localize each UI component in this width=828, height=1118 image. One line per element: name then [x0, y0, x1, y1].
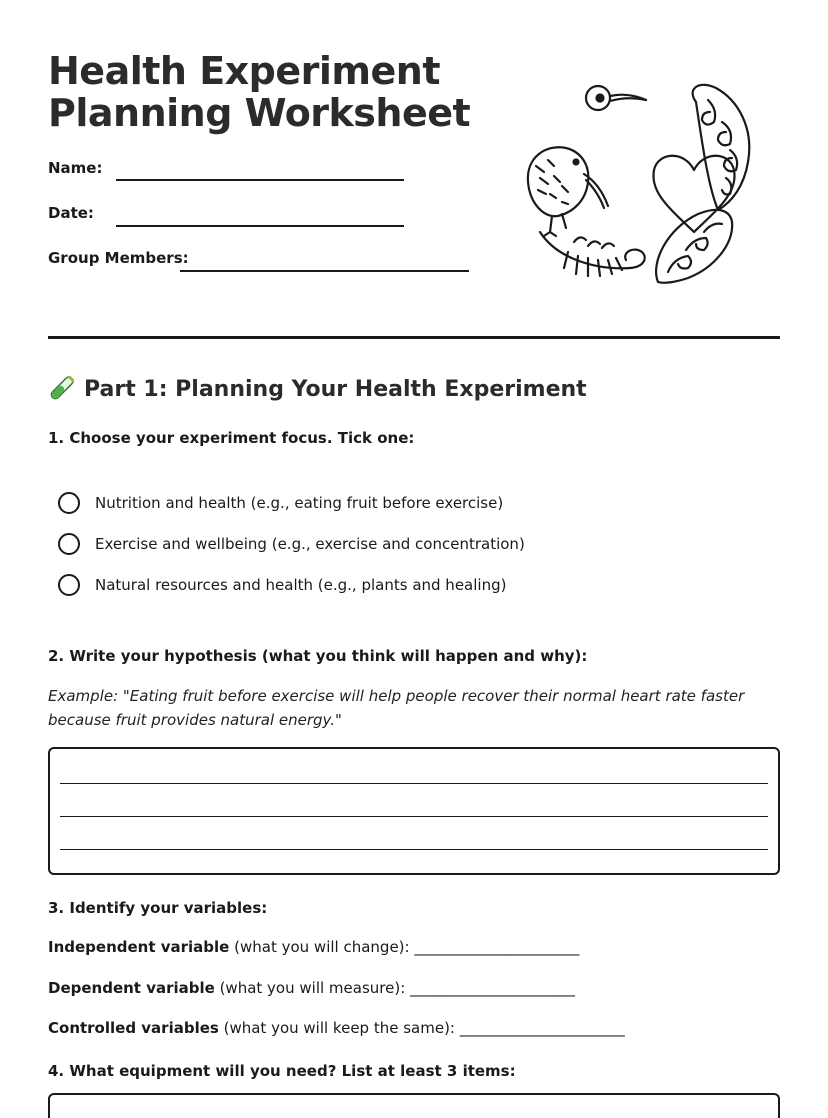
- independent-variable-label: Independent variable: [48, 938, 230, 956]
- group-members-field[interactable]: [180, 270, 469, 272]
- focus-option-exercise[interactable]: [58, 533, 525, 555]
- controlled-variables-row[interactable]: [48, 1019, 625, 1037]
- part1-heading: [48, 376, 587, 402]
- name-field[interactable]: [116, 179, 404, 181]
- question-3-prompt: 3. Identify your variables:: [48, 899, 268, 917]
- group-members-label: Group Members:: [48, 249, 189, 267]
- writing-line: [60, 849, 768, 850]
- option-label: Exercise and wellbeing (e.g., exercise and concentration): [95, 535, 525, 553]
- focus-option-nutrition[interactable]: [58, 492, 503, 514]
- option-label: Natural resources and health (e.g., plants and healing): [95, 576, 507, 594]
- title-line-2: Planning Worksheet: [48, 91, 471, 135]
- question-1-prompt: 1. Choose your experiment focus. Tick one:: [48, 429, 415, 447]
- dependent-variable-row[interactable]: [48, 979, 575, 997]
- date-field[interactable]: [116, 225, 404, 227]
- dependent-variable-label: Dependent variable: [48, 979, 215, 997]
- controlled-variables-hint: (what you will keep the same): ______________________: [218, 1019, 625, 1037]
- worksheet-page: [48, 0, 780, 1118]
- option-label: Nutrition and health (e.g., eating fruit before exercise): [95, 494, 504, 512]
- date-label: Date:: [48, 204, 94, 222]
- focus-option-natural-resources[interactable]: [58, 574, 506, 596]
- question-4-prompt: 4. What equipment will you need? List at least 3 items:: [48, 1062, 516, 1080]
- independent-variable-hint: (what you will change): ______________________: [229, 938, 580, 956]
- part1-title: Part 1: Planning Your Health Experiment: [84, 376, 587, 402]
- writing-line: [60, 816, 768, 817]
- dependent-variable-hint: (what you will measure): ______________________: [214, 979, 576, 997]
- kiwi-bird-heart-fern-illustration: [518, 82, 768, 292]
- page-title: [48, 50, 470, 134]
- test-tube-icon: [48, 376, 74, 402]
- writing-line: [60, 783, 768, 784]
- radio-circle[interactable]: [58, 533, 80, 555]
- radio-circle[interactable]: [58, 492, 80, 514]
- controlled-variables-label: Controlled variables: [48, 1019, 219, 1037]
- independent-variable-row[interactable]: [48, 938, 579, 956]
- question-2-prompt: 2. Write your hypothesis (what you think will happen and why):: [48, 647, 588, 665]
- equipment-answer-box[interactable]: [48, 1093, 780, 1118]
- section-divider: [48, 336, 780, 339]
- hypothesis-example: Example: "Eating fruit before exercise will help people recover their normal heart rate faster because fruit provides natural energy.": [48, 687, 745, 729]
- hypothesis-answer-box[interactable]: [48, 747, 780, 875]
- name-label: Name:: [48, 159, 103, 177]
- title-line-1: Health Experiment: [48, 49, 440, 93]
- radio-circle[interactable]: [58, 574, 80, 596]
